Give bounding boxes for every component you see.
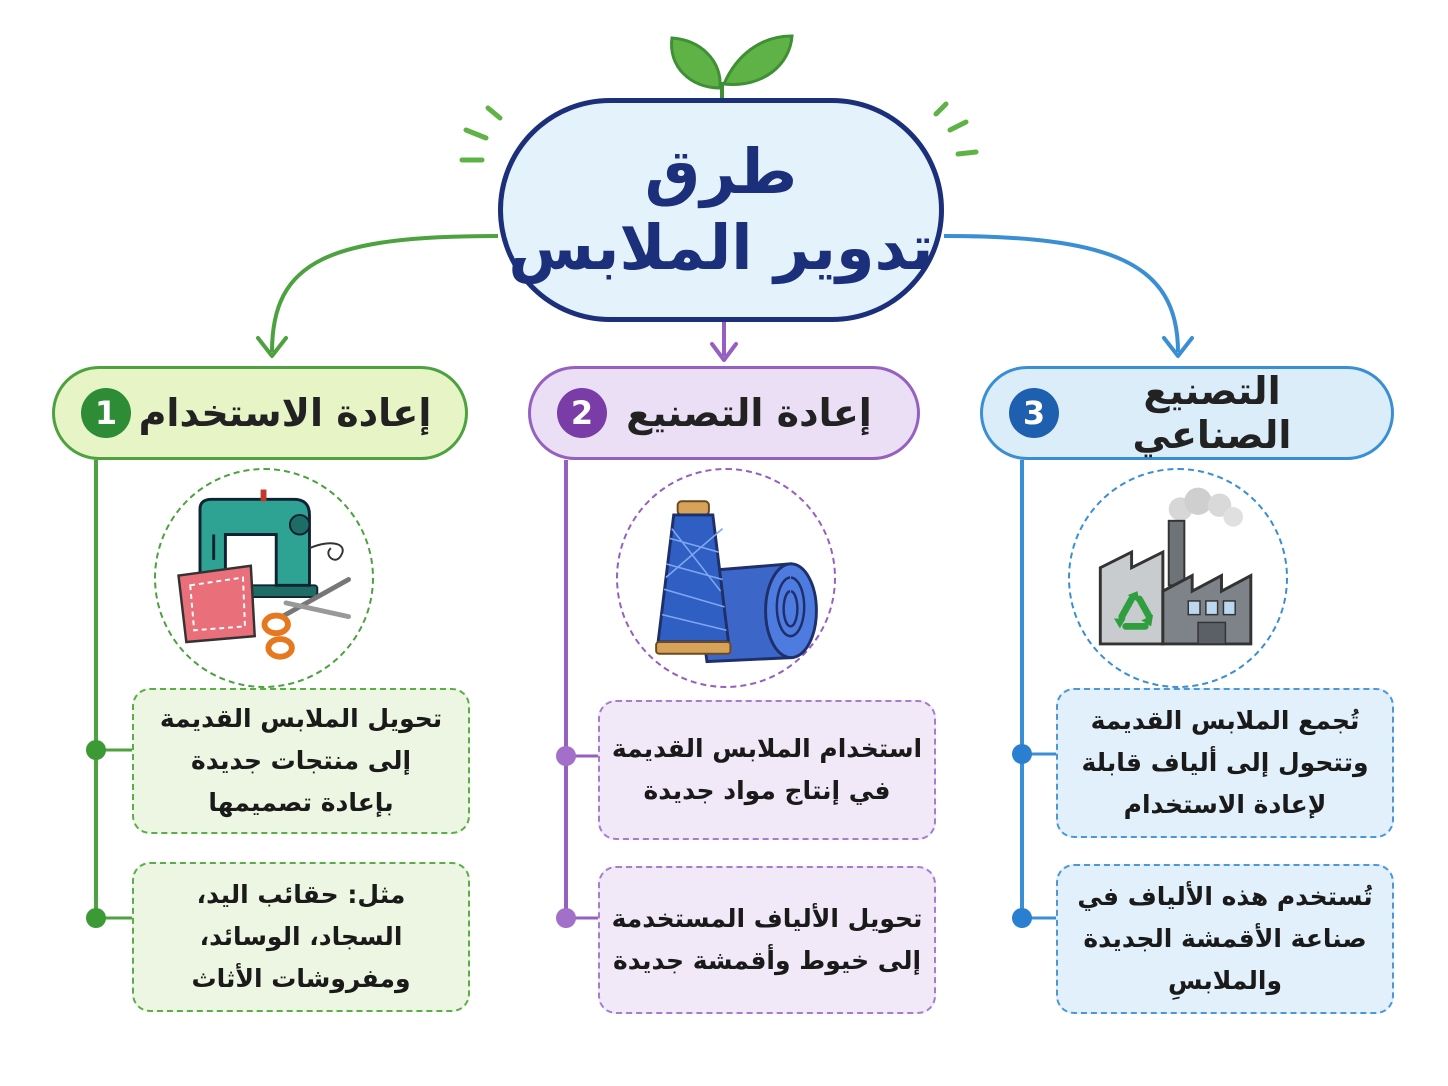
card-industrial-1-line-1: تُجمع الملابس القديمة — [1090, 706, 1360, 735]
branch-label-remanufacture: إعادة التصنيع — [626, 391, 872, 435]
arrow-to-industrial — [944, 236, 1178, 352]
icon-circle-reuse — [154, 468, 374, 688]
number-badge-2: 2 — [557, 388, 607, 438]
title-box — [498, 98, 944, 322]
title-line-1: طرق — [644, 135, 798, 208]
card-remanufacture-1 — [598, 700, 936, 840]
number-badge-1: 1 — [81, 388, 131, 438]
card-reuse-2-line-3: ومفروشات الأثاث — [191, 964, 411, 993]
card-reuse-1 — [132, 688, 470, 834]
card-reuse-1-line-2: إلى منتجات جديدة — [190, 746, 412, 775]
branch-label-reuse: إعادة الاستخدام — [138, 391, 432, 435]
card-reuse-2-line-1: مثل: حقائب اليد، — [196, 880, 406, 909]
icon-circle-remanufacture — [616, 468, 836, 688]
card-reuse-1-line-1: تحويل الملابس القديمة — [159, 704, 443, 733]
icon-circle-industrial — [1068, 468, 1288, 688]
branch-head-industrial — [980, 366, 1394, 460]
sprout-icon — [672, 36, 792, 98]
title-line-2: تدوير الملابس — [508, 211, 934, 284]
number-badge-3: 3 — [1009, 388, 1059, 438]
card-industrial-2 — [1056, 864, 1394, 1014]
sewing-machine-icon — [157, 470, 372, 685]
card-remanufacture-1-line-2: في إنتاج مواد جديدة — [643, 776, 891, 805]
card-reuse-2 — [132, 862, 470, 1012]
card-remanufacture-2 — [598, 866, 936, 1014]
arrow-to-reuse — [272, 236, 498, 352]
card-industrial-2-line-2: صناعة الأقمشة الجديدة — [1083, 924, 1367, 953]
sparkle-left-decoration — [462, 108, 500, 160]
recycling-factory-icon — [1071, 470, 1286, 685]
card-industrial-2-line-3: والملابسِ — [1168, 966, 1282, 995]
card-reuse-2-line-2: السجاد، الوسائد، — [199, 922, 403, 951]
card-industrial-2-line-1: تُستخدم هذه الألياف في — [1077, 882, 1373, 911]
branch-label-industrial: التصنيع الصناعي — [1132, 369, 1292, 457]
card-remanufacture-2-line-1: تحويل الألياف المستخدمة — [611, 904, 923, 933]
card-remanufacture-2-line-2: إلى خيوط وأقمشة جديدة — [612, 946, 922, 975]
card-reuse-1-line-3: بإعادة تصميمها — [208, 788, 394, 817]
card-industrial-1-line-3: لإعادة الاستخدام — [1123, 790, 1327, 819]
card-industrial-1-line-2: وتتحول إلى ألياف قابلة — [1081, 748, 1369, 777]
card-industrial-1 — [1056, 688, 1394, 838]
sparkle-right-decoration — [936, 104, 976, 154]
branch-head-remanufacture — [528, 366, 920, 460]
card-remanufacture-1-line-1: استخدام الملابس القديمة — [611, 734, 923, 763]
thread-spool-icon — [619, 470, 834, 685]
branch-head-reuse — [52, 366, 468, 460]
